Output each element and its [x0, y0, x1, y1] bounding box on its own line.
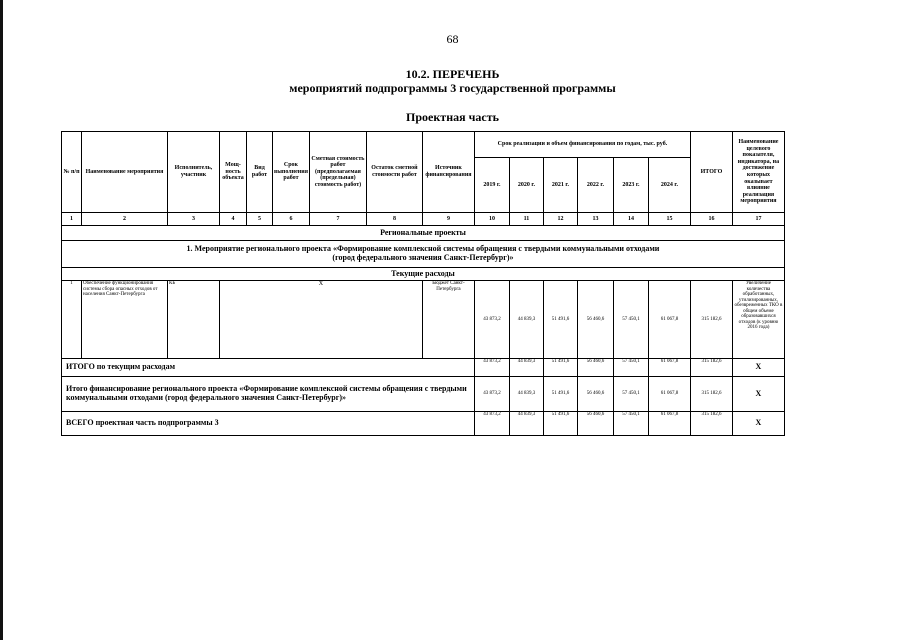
column-number: 5 — [247, 213, 273, 226]
header-estimate: Сметная стоимость работ (предполагаемая (предельная) стоимость работ) — [309, 132, 366, 213]
summary-value: 56 460,6 — [577, 412, 613, 436]
summary-value: 43 873,2 — [474, 359, 509, 377]
column-number: 16 — [690, 213, 732, 226]
summary-label: ИТОГО по текущим расходам — [62, 359, 475, 377]
document-title-line2: мероприятий подпрограммы 3 государственной программы — [289, 81, 616, 95]
row1-value: 61 067,8 — [648, 281, 690, 359]
column-number: 8 — [366, 213, 422, 226]
row1-indicator: Увеличение количества обработанных, утилизированных, обезвреженных ТКО в общем объеме образовавшихся отходов (к уровню 2016 года) — [732, 281, 784, 359]
summary-value: 44 839,3 — [509, 377, 543, 412]
column-number: 11 — [509, 213, 543, 226]
column-number: 6 — [273, 213, 310, 226]
header-year: 2024 г. — [648, 158, 690, 213]
column-number: 9 — [422, 213, 474, 226]
column-number: 7 — [309, 213, 366, 226]
summary-value: 51 491,6 — [543, 359, 577, 377]
summary-total: 315 182,6 — [690, 359, 732, 377]
header-name: Наименование мероприятия — [82, 132, 168, 213]
page-number: 68 — [446, 32, 459, 46]
header-deadline: Срок выполнения работ — [273, 132, 310, 213]
summary-value: 56 460,6 — [577, 359, 613, 377]
column-number: 14 — [613, 213, 648, 226]
summary-value: 61 067,8 — [648, 359, 690, 377]
header-row-top — [62, 132, 785, 158]
row1-name: Обеспечение функционирования системы сбора опасных отходов от населения Санкт-Петербурга — [82, 281, 168, 359]
header-indicator: Наименование целевого показателя, индикатора, на достижение которых оказывает влияние реализация мероприятия — [732, 132, 784, 213]
summary-value: 57 450,1 — [613, 359, 648, 377]
summary-x: X — [732, 412, 784, 436]
header-num: № п/п — [62, 132, 82, 213]
header-remaining: Остаток сметной стоимости работ — [366, 132, 422, 213]
row1-value: 44 839,3 — [509, 281, 543, 359]
summary-label: Итого финансирование регионального проекта «Формирование комплексной системы обращения с твердыми коммунальными отходами (город федерального значения Санкт-Петербург)» — [62, 377, 475, 412]
row1-value: 57 450,1 — [613, 281, 648, 359]
summary-value: 61 067,8 — [648, 412, 690, 436]
summary-x: X — [732, 377, 784, 412]
column-number: 15 — [648, 213, 690, 226]
row1-num: 1 — [62, 281, 82, 359]
header-year: 2022 г. — [577, 158, 613, 213]
column-number: 17 — [732, 213, 784, 226]
header-year: 2021 г. — [543, 158, 577, 213]
column-number: 10 — [474, 213, 509, 226]
summary-label: ВСЕГО проектная часть подпрограммы 3 — [62, 412, 475, 436]
document-title: 10.2. ПЕРЕЧЕНЬ — [405, 67, 500, 81]
header-source: Источник финансирования — [422, 132, 474, 213]
header-executor: Исполнитель, участник — [168, 132, 220, 213]
header-funding-span: Срок реализации и объем финансирования по годам, тыс. руб. — [474, 132, 690, 158]
summary-value: 43 873,2 — [474, 412, 509, 436]
summary-value: 51 491,6 — [543, 412, 577, 436]
row1-value: 56 460,6 — [577, 281, 613, 359]
section-regional: Региональные проекты — [62, 226, 785, 241]
column-number: 2 — [82, 213, 168, 226]
summary-value: 57 450,1 — [613, 412, 648, 436]
summary-value: 56 460,6 — [577, 377, 613, 412]
summary-value: 44 839,3 — [509, 412, 543, 436]
summary-row — [62, 412, 785, 436]
project-title-line1: 1. Мероприятие регионального проекта «Формирование комплексной системы обращения с твердыми коммунальными отходами — [186, 244, 660, 254]
project-title — [62, 241, 785, 268]
column-number-row — [62, 213, 785, 226]
document-subtitle: Проектная часть — [406, 110, 499, 124]
page-binding-edge — [0, 0, 3, 640]
header-capacity: Мощ-ность объекта — [220, 132, 247, 213]
table-row — [62, 281, 785, 359]
row1-total: 315 182,6 — [690, 281, 732, 359]
activities-table — [61, 131, 785, 436]
project-title-line2: (город федерального значения Санкт-Петербург)» — [332, 253, 514, 262]
row1-value: 43 873,2 — [474, 281, 509, 359]
summary-value: 57 450,1 — [613, 377, 648, 412]
row1-source: Бюджет Санкт-Петербурга — [422, 281, 474, 359]
section-current: Текущие расходы — [62, 268, 785, 281]
summary-row — [62, 359, 785, 377]
project-title-row — [62, 241, 785, 268]
section-current-row — [62, 268, 785, 281]
summary-x: X — [732, 359, 784, 377]
column-number: 3 — [168, 213, 220, 226]
summary-value: 43 873,2 — [474, 377, 509, 412]
row1-value: 51 491,6 — [543, 281, 577, 359]
summary-total: 315 182,6 — [690, 377, 732, 412]
summary-total: 315 182,6 — [690, 412, 732, 436]
row1-executor: КБ — [168, 281, 220, 359]
summary-value: 61 067,8 — [648, 377, 690, 412]
summary-row — [62, 377, 785, 412]
column-number: 1 — [62, 213, 82, 226]
header-total: ИТОГО — [690, 132, 732, 213]
header-year: 2023 г. — [613, 158, 648, 213]
section-regional-row — [62, 226, 785, 241]
header-year: 2019 г. — [474, 158, 509, 213]
row1-x-mark: X — [220, 281, 423, 359]
header-work-type: Вид работ — [247, 132, 273, 213]
column-number: 12 — [543, 213, 577, 226]
header-year: 2020 г. — [509, 158, 543, 213]
column-number: 13 — [577, 213, 613, 226]
column-number: 4 — [220, 213, 247, 226]
summary-value: 51 491,6 — [543, 377, 577, 412]
summary-value: 44 839,3 — [509, 359, 543, 377]
